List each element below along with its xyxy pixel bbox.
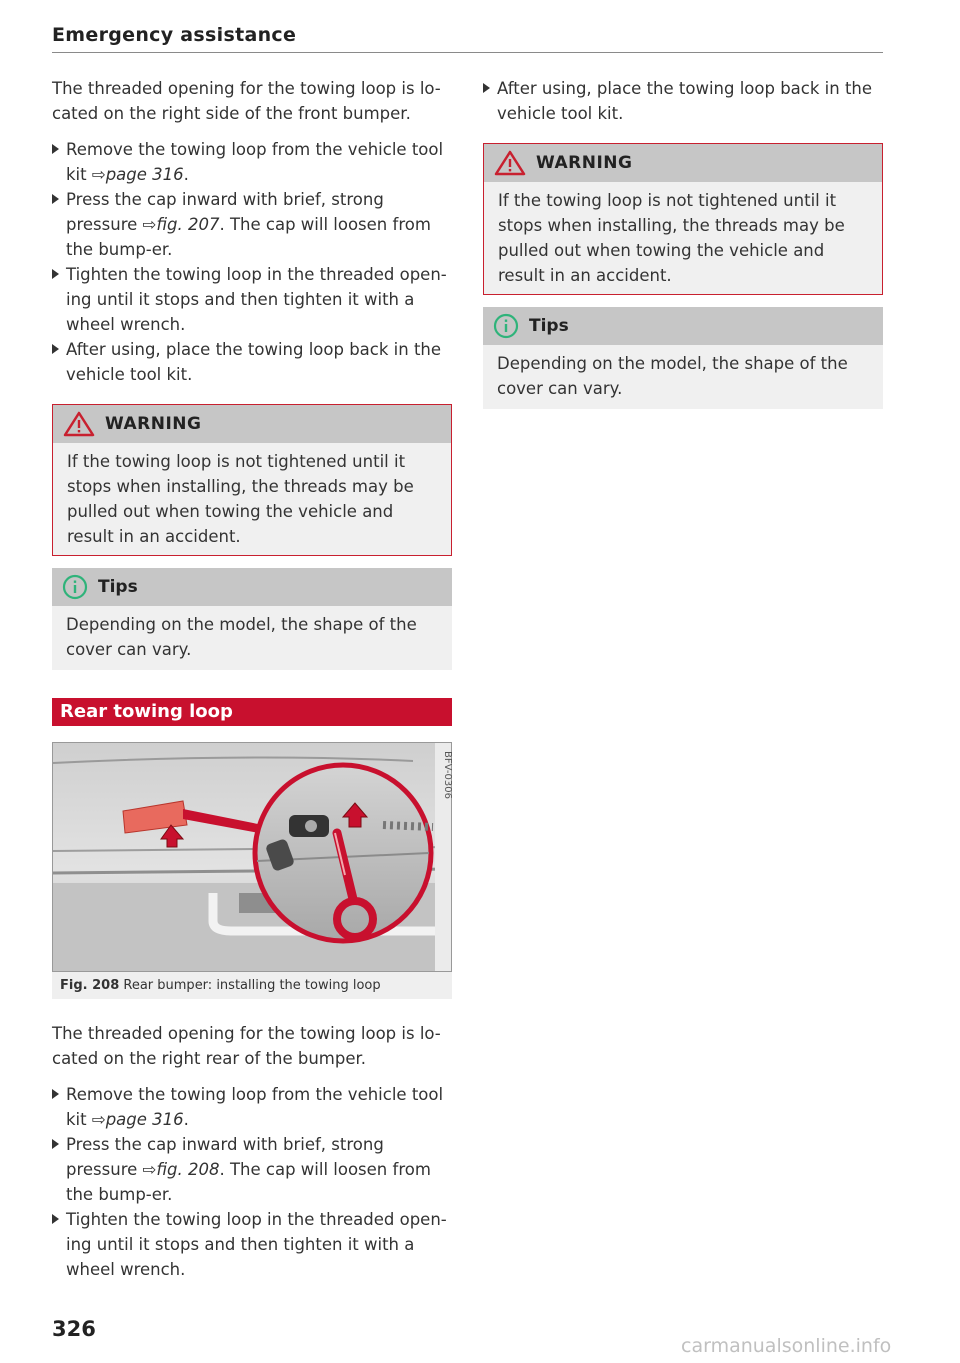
- bullet-triangle-icon: [52, 1139, 59, 1149]
- step-item: [52, 137, 452, 187]
- bullet-triangle-icon: [52, 194, 59, 204]
- cross-ref-arrow-icon: ⇨: [91, 165, 106, 184]
- step-text: Remove the towing loop from the vehicle tool kit: [66, 1085, 444, 1129]
- figure-image: [52, 742, 452, 972]
- warning-label: WARNING: [536, 153, 633, 173]
- bullet-triangle-icon: [52, 1214, 59, 1224]
- cross-ref-arrow-icon: ⇨: [142, 215, 157, 234]
- bullet-triangle-icon: [52, 1089, 59, 1099]
- step-text: After using, place the towing loop back in the vehicle tool kit.: [497, 79, 873, 123]
- info-icon: [493, 313, 519, 339]
- step-text-end: . The cap will loosen from the bump-er.: [66, 1160, 431, 1204]
- intro-paragraph: The threaded opening for the towing loop is lo-cated on the right side of the front bumper.: [52, 79, 441, 123]
- info-icon: [62, 574, 88, 600]
- step-item: [52, 1082, 452, 1132]
- step-item: [52, 1132, 452, 1207]
- tips-label: Tips: [98, 577, 138, 597]
- warning-label: WARNING: [105, 414, 202, 434]
- front-steps-list: [52, 137, 452, 387]
- figure-label: Fig. 208: [60, 978, 120, 993]
- cross-ref-arrow-icon: ⇨: [142, 1160, 157, 1179]
- warning-header: [484, 144, 882, 182]
- step-text: After using, place the towing loop back in the vehicle tool kit.: [66, 340, 442, 384]
- rear-intro-paragraph: The threaded opening for the towing loop is lo-cated on the right rear of the bumper.: [52, 1024, 441, 1068]
- warning-box: [52, 404, 452, 556]
- tips-label: Tips: [529, 316, 569, 336]
- step-item: [483, 76, 883, 126]
- figure-caption-text: Rear bumper: installing the towing loop: [123, 978, 381, 993]
- step-text-end: . The cap will loosen from the bump-er.: [66, 215, 431, 259]
- step-text-end: .: [183, 1110, 189, 1129]
- step-text: Tighten the towing loop in the threaded open-ing until it stops and then tighten it with a wheel wrench.: [66, 265, 447, 334]
- page-number: 326: [52, 1317, 96, 1341]
- page-link[interactable]: page 316: [105, 1110, 184, 1129]
- figure-block: [52, 742, 452, 999]
- left-column: [52, 76, 452, 1282]
- step-text-end: .: [183, 165, 189, 184]
- step-text: Press the cap inward with brief, strong pressure: [66, 1135, 384, 1179]
- figure-link[interactable]: fig. 207: [156, 215, 220, 234]
- right-steps-list: [483, 76, 883, 126]
- warning-text: If the towing loop is not tightened until it stops when installing, the threads may be pulled out when towing the vehicle and result in an accident.: [498, 191, 845, 285]
- section-heading-rear-towing-loop: Rear towing loop: [52, 698, 452, 726]
- tips-header: [483, 307, 883, 345]
- step-text: Remove the towing loop from the vehicle tool kit: [66, 140, 444, 184]
- bullet-triangle-icon: [483, 83, 490, 93]
- cross-ref-arrow-icon: ⇨: [91, 1110, 106, 1129]
- figure-link[interactable]: fig. 208: [156, 1160, 220, 1179]
- bullet-triangle-icon: [52, 344, 59, 354]
- tips-text: Depending on the model, the shape of the cover can vary.: [66, 615, 417, 659]
- figure-caption: [52, 972, 452, 999]
- tips-box: [483, 307, 883, 409]
- page-link[interactable]: page 316: [105, 165, 184, 184]
- step-item: [52, 262, 452, 337]
- page-header-title: Emergency assistance: [52, 24, 297, 46]
- bullet-triangle-icon: [52, 144, 59, 154]
- tips-header: [52, 568, 452, 606]
- warning-triangle-icon: [63, 411, 95, 437]
- warning-box: [483, 143, 883, 295]
- tips-text: Depending on the model, the shape of the cover can vary.: [497, 354, 848, 398]
- tips-box: [52, 568, 452, 670]
- right-column: [483, 76, 883, 409]
- warning-header: [53, 405, 451, 443]
- bullet-triangle-icon: [52, 269, 59, 279]
- warning-text: If the towing loop is not tightened until it stops when installing, the threads may be pulled out when towing the vehicle and result in an accident.: [67, 452, 414, 546]
- step-item: [52, 187, 452, 262]
- step-item: [52, 1207, 452, 1282]
- warning-triangle-icon: [494, 150, 526, 176]
- step-text: Press the cap inward with brief, strong pressure: [66, 190, 384, 234]
- rear-bumper-illustration: [53, 743, 451, 971]
- rear-steps-list: [52, 1082, 452, 1282]
- watermark-text: carmanualsonline.info: [681, 1335, 892, 1357]
- header-divider: [52, 52, 883, 53]
- step-item: [52, 337, 452, 387]
- figure-code: BFV-0306: [442, 751, 453, 799]
- step-text: Tighten the towing loop in the threaded open-ing until it stops and then tighten it with a wheel wrench.: [66, 1210, 447, 1279]
